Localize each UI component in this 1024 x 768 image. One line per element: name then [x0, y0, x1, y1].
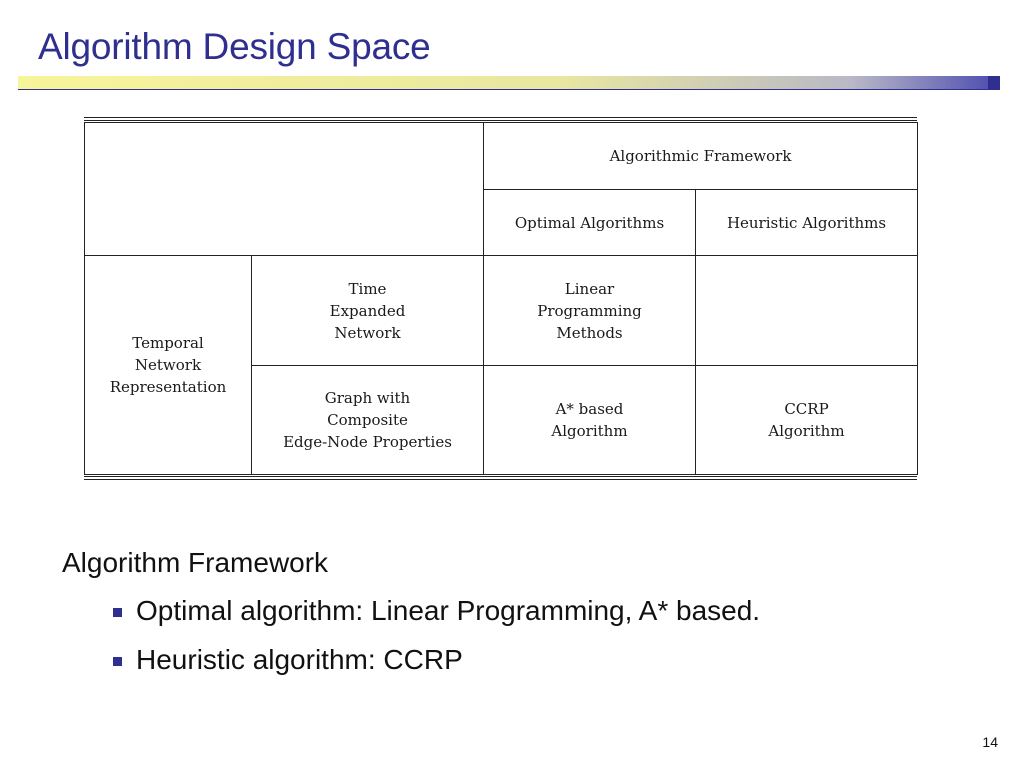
row1-representation-cell: [252, 256, 484, 366]
row2-representation: Graph with Composite Edge-Node Properties: [283, 389, 452, 451]
row1-heuristic-cell: [696, 256, 918, 366]
header-framework-cell: [484, 123, 918, 190]
row2-representation-cell: [252, 366, 484, 475]
table-bottom-rule: [84, 476, 917, 480]
row2-optimal: A* based Algorithm: [551, 400, 628, 440]
row2-heuristic-cell: [696, 366, 918, 475]
empty-corner-cell: [85, 123, 484, 256]
header-optimal: Optimal Algorithms: [514, 213, 665, 232]
algorithm-design-table: [84, 117, 917, 483]
header-heuristic-cell: [696, 190, 918, 256]
header-heuristic: Heuristic Algorithms: [726, 213, 887, 232]
square-bullet-icon: [113, 608, 122, 617]
design-space-table: [84, 122, 918, 475]
header-optimal-cell: [484, 190, 696, 256]
row1-representation: Time Expanded Network: [329, 279, 406, 342]
row-group-cell: [85, 256, 252, 475]
table-top-rule: [84, 117, 917, 121]
bullet-text: Optimal algorithm: Linear Programming, A* based.: [136, 595, 761, 626]
body-heading: Algorithm Framework: [62, 547, 329, 578]
title-underline: [18, 76, 1000, 90]
row2-optimal-cell: [484, 366, 696, 475]
row-group-label: Temporal Network Representation: [109, 334, 227, 396]
header-framework: Algorithmic Framework: [609, 147, 792, 165]
bullet-item: [113, 595, 760, 627]
page-number: 14: [982, 734, 998, 750]
bullet-item: [113, 644, 463, 676]
row1-optimal-cell: [484, 256, 696, 366]
row1-optimal: Linear Programming Methods: [537, 279, 642, 342]
row2-heuristic: CCRP Algorithm: [768, 400, 845, 440]
slide-title: Algorithm Design Space: [38, 26, 431, 67]
bullet-text: Heuristic algorithm: CCRP: [136, 644, 463, 675]
square-bullet-icon: [113, 657, 122, 666]
